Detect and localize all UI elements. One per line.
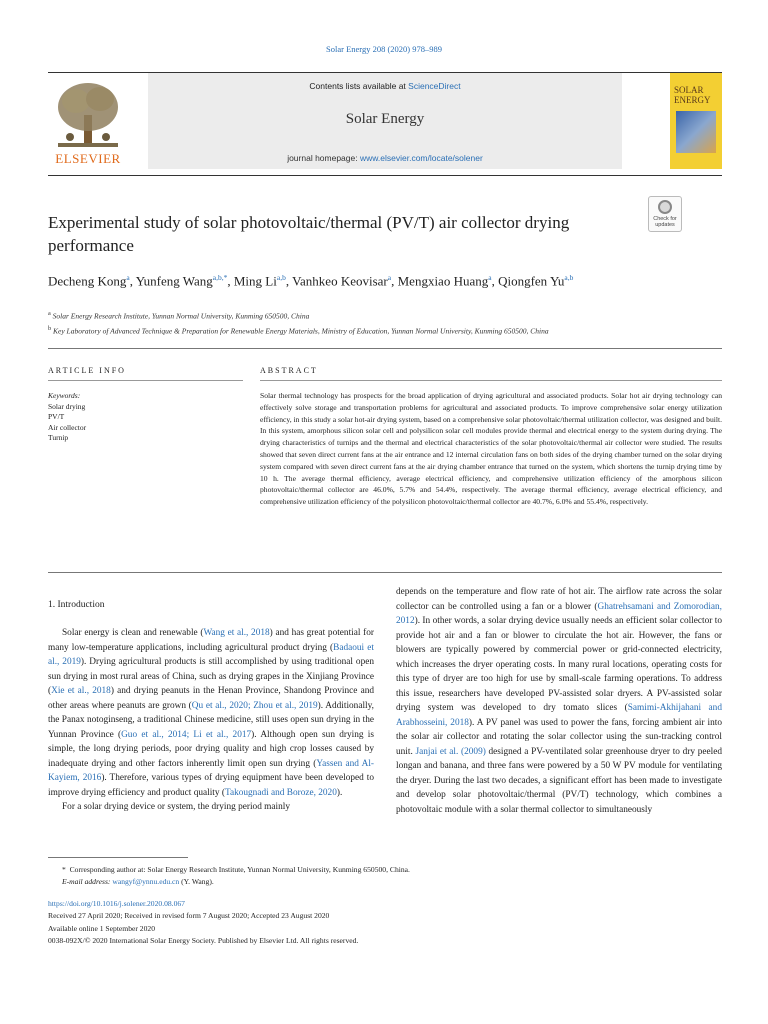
body-text: ). Although open sun drying is simple, the long drying periods, poor drying quality and high crop losses caused by inadequate drying and other factors inherently limit open sun drying (: [48, 729, 374, 769]
body-text: depends on the temperature and flow rate of hot air. The airflow rate across the solar collector can be controlled using a fan or a blower (: [396, 587, 722, 612]
footnote-divider: [48, 857, 188, 858]
intro-paragraph-1: [48, 626, 374, 800]
cover-title-line2: ENERGY: [674, 95, 711, 105]
divider: [48, 348, 722, 349]
author-separator: ,: [129, 273, 136, 289]
journal-title[interactable]: Solar Energy: [345, 111, 425, 127]
author-name[interactable]: Ming Li: [233, 273, 277, 289]
keyword: Solar drying: [48, 402, 86, 411]
abstract-heading: ABSTRACT: [260, 366, 318, 375]
author-name[interactable]: Vanhkeo Keovisar: [292, 273, 388, 289]
corresponding-text: Corresponding author at: Solar Energy Research Institute, Yunnan Normal University, Kunming 650500, China.: [69, 865, 410, 874]
email-note: [48, 876, 728, 888]
citation-link[interactable]: Guo et al., 2014; Li et al., 2017: [121, 729, 252, 740]
divider: [48, 572, 722, 573]
journal-info-band: [148, 73, 622, 169]
author-name[interactable]: Yunfeng Wang: [135, 273, 213, 289]
homepage-prefix: journal homepage:: [287, 153, 360, 163]
body-text: ). Drying agricultural products is still accomplished by using traditional open sun drying in most rural areas of China, such as drying grapes in the Xinjiang Province (: [48, 657, 374, 696]
paper-title: Experimental study of solar photovoltaic/thermal (PV/T) air collector drying performance: [48, 213, 570, 255]
available-online: Available online 1 September 2020: [48, 923, 155, 933]
citation-link[interactable]: Samimi-Akhijahani and Arabhosseini, 2018: [396, 703, 722, 728]
keyword: Air collector: [48, 422, 87, 432]
author-separator: ,: [285, 273, 293, 289]
check-updates-icon: [658, 200, 672, 214]
journal-header: [48, 72, 722, 176]
body-text: designed a PV-ventilated solar greenhouse dryer to dry peeled longan and banana, and three fans were powered by a 50 W PV module for ventilating the dryer. During the last two decades, a significant effort has been made to investigate and develop solar photovoltaic/thermal (PV/T) technology, which combines a photovoltaic module with a solar thermal collector to simultaneously: [396, 746, 723, 815]
citation-link[interactable]: Wang et al., 2018: [203, 628, 270, 638]
abstract-text: Solar thermal technology has prospects for the broad application of drying agricultural and associated products. Solar hot air drying technology can effectively solve storage and transportation problems for agricultural and associated products. To improve comprehensive solar energy utilization efficiency, in this study a solar hot-air drying system, based on a comprehensive solar photovoltaic/thermal utilization collector, was designed and built. In this system, amorphous silicon solar cell and polysilicon solar cell modules provide thermal and electrical energy to the system during drying. The drying characteristics of turnips and the thermal and electrical characteristics of the solar photovoltaic/thermal air collector were studied. The results showed that seven direct current fans at the air entrance and 12 internal circulation fans on both sides of the drying chamber turned on the solar drying system compared with seven direct current fans at the air drying chamber entrance that turned on the system, which shortens the turnip drying time by 10 h. The average thermal efficiency, average electrical efficiency, and comprehensive utilization efficiency of the amorphous silicon photovoltaic/thermal collector are 46.0%, 5.7% and 54.4%, respectively. The average thermal efficiency, average electrical efficiency, and comprehensive utilization efficiency of the polysilicon photovoltaic/thermal collector are 40.7%, 6.0% and 55.4%, respectively.: [260, 391, 722, 507]
email-link[interactable]: wangyf@ynnu.edu.cn: [112, 877, 180, 886]
body-text: ). A PV panel was used to power the fans, forcing ambient air into the solar air collector and rotating the solar collector using the sun-tracking control unit.: [396, 717, 722, 757]
received-dates: Received 27 April 2020; Received in revised form 7 August 2020; Accepted 23 August 2020: [48, 911, 330, 921]
cover-title: [674, 85, 718, 105]
doi-link[interactable]: https://doi.org/10.1016/j.solener.2020.08.067: [48, 899, 185, 908]
body-text: ). In other words, a solar drying device usually needs an efficient solar collector to provide hot air and a fan or blower to circulate the hot air. However, the fans or blowers are typically powered by commercial power or grid-connected electricity, which increases the dryer operating costs. In many rural locations, operating costs for this type of dryer are too high for use by small-scale farming operations. To address this issue, researchers have developed PV-assisted solar dryers. A PV-assisted solar drying system was developed to dry tomato slices (: [396, 616, 722, 713]
right-column: [396, 585, 722, 817]
affiliations: [48, 308, 728, 337]
intro-paragraph-2: For a solar drying device or system, the drying period mainly: [62, 802, 290, 812]
corresponding-author-note: [48, 864, 728, 876]
author-affiliation-mark[interactable]: a: [387, 273, 392, 282]
journal-cover[interactable]: [670, 73, 722, 169]
citation-link[interactable]: Ghatrehsamani and Zomorodian, 2012: [396, 601, 722, 626]
footnotes: [48, 864, 728, 888]
sciencedirect-link[interactable]: ScienceDirect: [408, 81, 461, 91]
citation-link[interactable]: Badaoui et al., 2019: [48, 642, 374, 667]
body-text: ) and drying peanuts in the Henan Province, Shandong Province and other areas where peanuts are grown (: [48, 686, 374, 711]
affiliation-mark: a: [48, 310, 51, 317]
check-badge-line1: Check for: [653, 216, 677, 222]
author-affiliation-mark[interactable]: a: [488, 273, 492, 282]
section-heading-introduction: 1. Introduction: [48, 600, 105, 610]
body-text: ). Therefore, various types of drying equipment have been developed to improve drying efficiency and product quality (: [48, 773, 374, 798]
email-label: E-mail address:: [62, 877, 113, 886]
homepage-line: [148, 153, 622, 163]
left-column: [48, 626, 374, 815]
keyword: PV/T: [48, 412, 65, 422]
citation-link[interactable]: Takougnadi and Boroze, 2020: [224, 787, 337, 798]
contents-prefix: Contents lists available at: [309, 81, 409, 91]
affiliation-mark: b: [48, 324, 52, 332]
intro-paragraph-continued: [396, 585, 722, 817]
citation-link[interactable]: Yassen and Al-Kayiem, 2016: [48, 758, 375, 783]
affiliation: [48, 323, 728, 338]
corresponding-mark: *: [62, 865, 66, 874]
body-text: ) and has great potential for many low-temperature applications, including agricultural product drying (: [48, 628, 374, 653]
author-affiliation-mark[interactable]: a,b: [564, 273, 574, 282]
divider: [260, 380, 722, 381]
author-affiliation-mark[interactable]: a,b,*: [212, 273, 228, 282]
author-affiliation-mark[interactable]: a,b: [276, 273, 286, 282]
cover-title-line1: SOLAR: [674, 85, 704, 95]
email-suffix: (Y. Wang).: [179, 877, 214, 886]
body-text: ). Additionally, the Panax notoginseng, a traditional Chinese medicine, still uses open sun drying in the Yunnan Province (: [48, 700, 374, 740]
author-name[interactable]: Decheng Kong: [48, 273, 127, 289]
keywords-label: Keywords:: [48, 391, 81, 400]
citation-link[interactable]: Janjai et al. (2009): [415, 746, 486, 757]
author-affiliation-mark[interactable]: a: [126, 273, 130, 282]
author-name[interactable]: Qiongfen Yu: [498, 273, 565, 289]
homepage-link[interactable]: www.elsevier.com/locate/solener: [359, 153, 483, 163]
keywords-list: [48, 402, 86, 444]
citation-link[interactable]: Xie et al., 2018: [51, 686, 111, 696]
citation-link[interactable]: Qu et al., 2020; Zhou et al., 2019: [191, 700, 318, 711]
affiliation: [48, 308, 728, 323]
elsevier-wordmark: ELSEVIER: [55, 151, 121, 166]
copyright: 0038-092X/© 2020 International Solar Energy Society. Published by Elsevier Ltd. All rights reserved.: [48, 936, 359, 946]
article-info-heading: ARTICLE INFO: [48, 366, 126, 375]
check-for-updates-badge[interactable]: [648, 196, 682, 232]
bibliographic-info: [48, 898, 728, 948]
author-name[interactable]: Mengxiao Huang: [397, 273, 489, 289]
body-text: Solar energy is clean and renewable (: [62, 628, 204, 638]
contents-line: [148, 81, 622, 91]
keyword: Turnip: [48, 433, 69, 443]
divider: [48, 380, 243, 381]
affiliation-text: Solar Energy Research Institute, Yunnan Normal University, Kunming 650500, China: [50, 311, 310, 321]
author-list: [48, 268, 728, 290]
author-separator: ,: [491, 273, 499, 289]
affiliation-text: Key Laboratory of Advanced Technique & Preparation for Renewable Energy Materials, Ministry of Education, Yunnan Normal University, Kunming 650500, China: [51, 326, 549, 335]
author-separator: ,: [227, 273, 234, 289]
check-badge-line2: updates: [655, 222, 675, 228]
cover-image: [676, 111, 716, 153]
body-text: ).: [336, 787, 343, 798]
author-separator: ,: [391, 273, 398, 289]
journal-citation-link[interactable]: Solar Energy 208 (2020) 978–989: [326, 44, 442, 54]
